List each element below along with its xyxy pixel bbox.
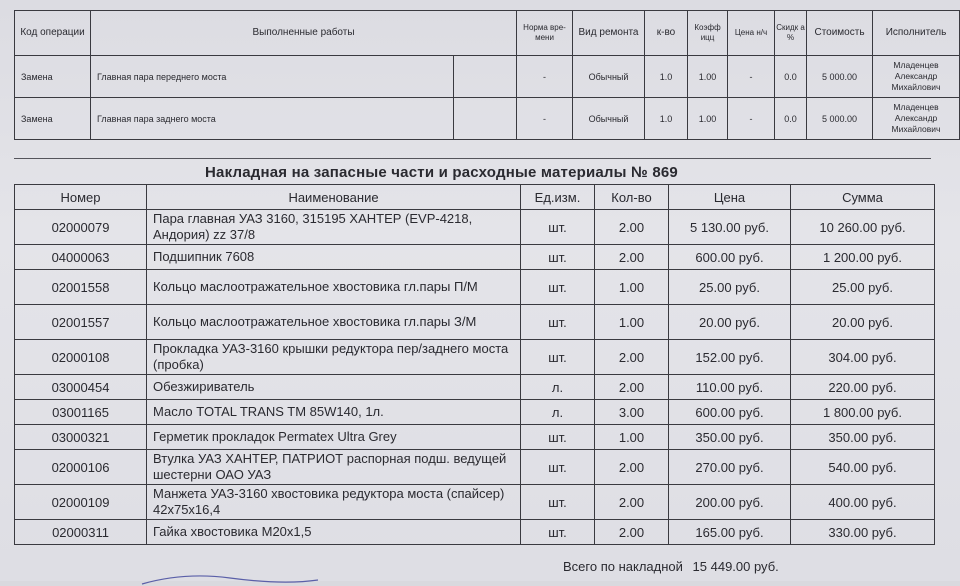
header-name: Наименование [147, 185, 521, 210]
part-price: 20.00 руб. [669, 305, 791, 340]
table-row [15, 245, 935, 270]
part-price: 270.00 руб. [669, 450, 791, 485]
work-price: - [728, 56, 775, 98]
part-price: 200.00 руб. [669, 485, 791, 520]
part-quantity: 3.00 [595, 400, 669, 425]
part-unit: шт. [521, 425, 595, 450]
header-norm: Норма вре-мени [517, 11, 573, 56]
part-number: 02000106 [15, 450, 147, 485]
work-repair-type: Обычный [573, 98, 645, 140]
total-value: 15 449.00 руб. [692, 559, 779, 574]
part-sum: 1 200.00 руб. [791, 245, 935, 270]
work-norm: - [517, 56, 573, 98]
table-row [15, 340, 935, 375]
part-number: 04000063 [15, 245, 147, 270]
table-row [15, 210, 935, 245]
table-row [15, 270, 935, 305]
part-quantity: 2.00 [595, 210, 669, 245]
table-row [15, 375, 935, 400]
part-price: 350.00 руб. [669, 425, 791, 450]
work-executor: Младенцев Александр Михайлович [873, 98, 960, 140]
part-quantity: 1.00 [595, 270, 669, 305]
part-price: 600.00 руб. [669, 245, 791, 270]
parts-body [15, 210, 935, 545]
work-empty-cell [454, 56, 517, 98]
part-name: Кольцо маслоотражательное хвостовика гл.пары П/М [147, 270, 521, 305]
part-price: 152.00 руб. [669, 340, 791, 375]
pen-mark [140, 572, 320, 586]
part-number: 02001558 [15, 270, 147, 305]
part-unit: шт. [521, 340, 595, 375]
works-header-row [15, 11, 960, 56]
parts-table [14, 184, 935, 545]
part-price: 165.00 руб. [669, 520, 791, 545]
work-price: - [728, 98, 775, 140]
table-row [15, 400, 935, 425]
work-cost: 5 000.00 [807, 98, 873, 140]
part-unit: шт. [521, 485, 595, 520]
header-discount: Скидк а % [775, 11, 807, 56]
header-price: Цена н/ч [728, 11, 775, 56]
work-qty: 1.0 [645, 56, 688, 98]
part-name: Манжета УАЗ-3160 хвостовика редуктора моста (спайсер) 42x75x16,4 [147, 485, 521, 520]
table-row [15, 520, 935, 545]
work-cost: 5 000.00 [807, 56, 873, 98]
part-price: 25.00 руб. [669, 270, 791, 305]
work-name: Главная пара заднего моста [91, 98, 454, 140]
header-qty: к-во [645, 11, 688, 56]
part-unit: шт. [521, 305, 595, 340]
table-row [15, 305, 935, 340]
header-work: Выполненные работы [91, 11, 517, 56]
part-number: 03000454 [15, 375, 147, 400]
part-number: 02000108 [15, 340, 147, 375]
work-qty: 1.0 [645, 98, 688, 140]
part-sum: 20.00 руб. [791, 305, 935, 340]
part-quantity: 2.00 [595, 375, 669, 400]
work-code: Замена [15, 56, 91, 98]
part-name: Подшипник 7608 [147, 245, 521, 270]
work-discount: 0.0 [775, 98, 807, 140]
part-unit: шт. [521, 245, 595, 270]
part-sum: 350.00 руб. [791, 425, 935, 450]
part-number: 03001165 [15, 400, 147, 425]
part-price: 5 130.00 руб. [669, 210, 791, 245]
part-sum: 10 260.00 руб. [791, 210, 935, 245]
works-row [15, 98, 960, 140]
header-coef: Коэфф ицц [688, 11, 728, 56]
work-repair-type: Обычный [573, 56, 645, 98]
part-name: Гайка хвостовика М20x1,5 [147, 520, 521, 545]
table-row [15, 425, 935, 450]
part-number: 02000311 [15, 520, 147, 545]
part-number: 02000079 [15, 210, 147, 245]
invoice-title: Накладная на запасные части и расходные материалы № 869 [205, 164, 678, 181]
part-quantity: 2.00 [595, 520, 669, 545]
header-unit-price: Цена [669, 185, 791, 210]
part-unit: шт. [521, 270, 595, 305]
header-unit: Ед.изм. [521, 185, 595, 210]
part-sum: 540.00 руб. [791, 450, 935, 485]
part-name: Прокладка УАЗ-3160 крышки редуктора пер/заднего моста (пробка) [147, 340, 521, 375]
part-number: 02000109 [15, 485, 147, 520]
works-table [14, 10, 960, 140]
part-unit: шт. [521, 520, 595, 545]
part-name: Втулка УАЗ ХАНТЕР, ПАТРИОТ распорная подш. ведущей шестерни ОАО УАЗ [147, 450, 521, 485]
part-quantity: 2.00 [595, 340, 669, 375]
works-row [15, 56, 960, 98]
part-sum: 400.00 руб. [791, 485, 935, 520]
part-name: Кольцо маслоотражательное хвостовика гл.пары З/М [147, 305, 521, 340]
part-name: Масло TOTAL TRANS TM 85W140, 1л. [147, 400, 521, 425]
part-quantity: 1.00 [595, 425, 669, 450]
header-repair-type: Вид ремонта [573, 11, 645, 56]
table-row [15, 450, 935, 485]
part-quantity: 2.00 [595, 450, 669, 485]
invoice-total [563, 559, 779, 574]
part-unit: шт. [521, 450, 595, 485]
work-coef: 1.00 [688, 98, 728, 140]
part-price: 110.00 руб. [669, 375, 791, 400]
part-sum: 220.00 руб. [791, 375, 935, 400]
header-executor: Исполнитель [873, 11, 960, 56]
part-name: Обезжириватель [147, 375, 521, 400]
work-coef: 1.00 [688, 56, 728, 98]
header-code: Код операции [15, 11, 91, 56]
part-number: 03000321 [15, 425, 147, 450]
header-sum: Сумма [791, 185, 935, 210]
work-code: Замена [15, 98, 91, 140]
section-divider [14, 158, 931, 159]
part-price: 600.00 руб. [669, 400, 791, 425]
work-empty-cell [454, 98, 517, 140]
part-sum: 330.00 руб. [791, 520, 935, 545]
part-quantity: 2.00 [595, 245, 669, 270]
part-sum: 304.00 руб. [791, 340, 935, 375]
header-number: Номер [15, 185, 147, 210]
work-discount: 0.0 [775, 56, 807, 98]
header-quantity: Кол-во [595, 185, 669, 210]
part-unit: л. [521, 375, 595, 400]
total-label: Всего по накладной [563, 559, 683, 574]
part-quantity: 1.00 [595, 305, 669, 340]
work-norm: - [517, 98, 573, 140]
header-cost: Стоимость [807, 11, 873, 56]
table-row [15, 485, 935, 520]
part-sum: 25.00 руб. [791, 270, 935, 305]
parts-header-row [15, 185, 935, 210]
work-name: Главная пара переднего моста [91, 56, 454, 98]
part-quantity: 2.00 [595, 485, 669, 520]
part-unit: шт. [521, 210, 595, 245]
part-sum: 1 800.00 руб. [791, 400, 935, 425]
part-name: Герметик прокладок Permatex Ultra Grey [147, 425, 521, 450]
part-name: Пара главная УАЗ 3160, 315195 ХАНТЕР (EVP-4218, Андория) zz 37/8 [147, 210, 521, 245]
part-number: 02001557 [15, 305, 147, 340]
part-unit: л. [521, 400, 595, 425]
work-executor: Младенцев Александр Михайлович [873, 56, 960, 98]
